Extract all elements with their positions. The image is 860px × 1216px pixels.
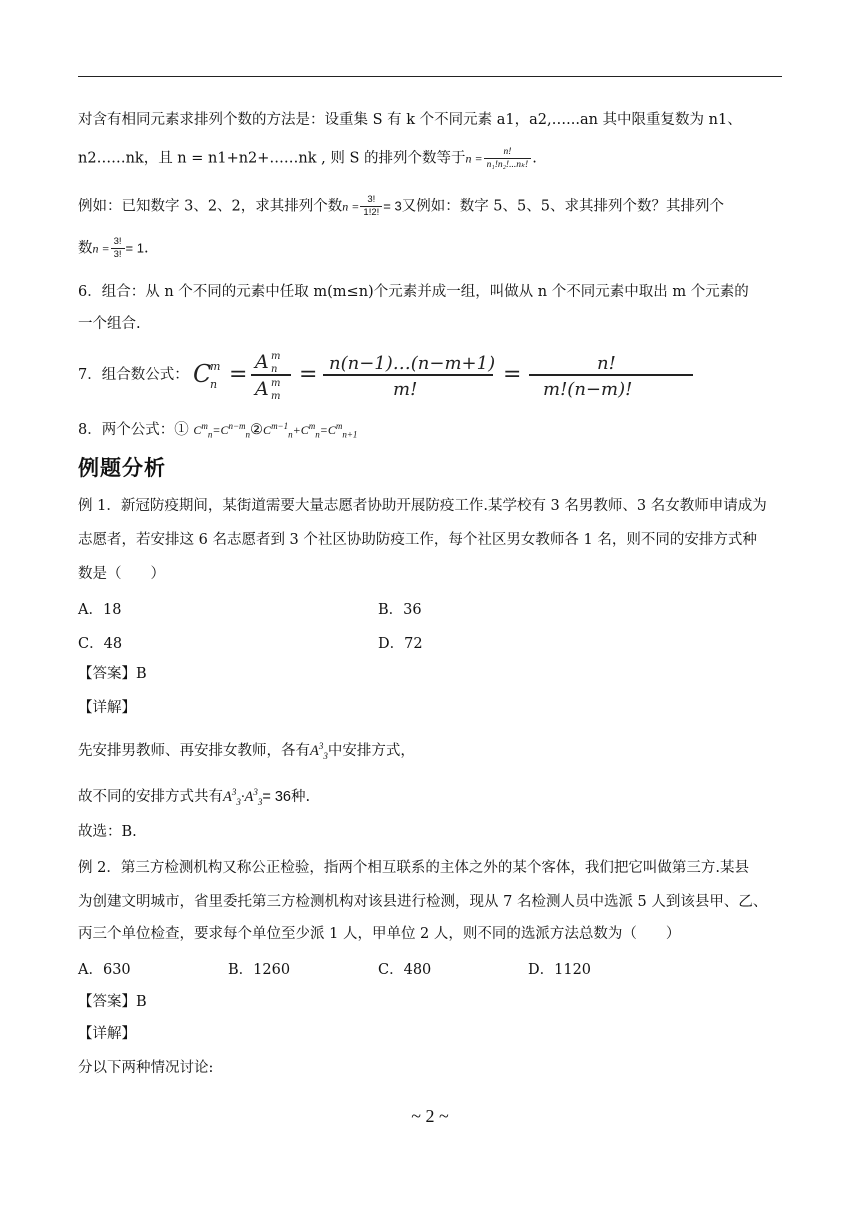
- detail-label: 【详解】: [78, 1026, 136, 1042]
- question-text: 例 1．新冠防疫期间，某街道需要大量志愿者协助开展防疫工作.某学校有 3 名男教师、3 名女教师申请成为: [78, 498, 767, 514]
- question-text: 志愿者，若安排这 6 名志愿者到 3 个社区协助防疫工作，每个社区男女教师各 1 名，则不同的安排方式种: [78, 532, 757, 548]
- svg-text:m: m: [271, 391, 281, 400]
- text-line: [78, 416, 357, 444]
- formula-two: $C^{m-1}_n+C^m_n=C^m_{n+1}$: [263, 421, 358, 440]
- text-span: 种.: [290, 788, 311, 805]
- text-span: ②: [250, 422, 264, 438]
- svg-text:A: A: [255, 351, 270, 373]
- formula-lhs: n =: [465, 151, 483, 166]
- text-span: 中安排方式，: [327, 742, 415, 759]
- formula-fraction: [484, 146, 532, 171]
- formula-rhs: = 3: [383, 198, 402, 214]
- option-d: D．72: [378, 636, 423, 652]
- formula-numerator: 3!: [111, 236, 125, 249]
- option-c: C．48: [78, 636, 123, 652]
- solution-line: [78, 782, 310, 812]
- option-d: D．1120: [528, 962, 592, 978]
- question-text: 例 2．第三方检测机构又称公正检验，指两个相互联系的主体之外的某个客体，我们把它叫做第三方.某县: [78, 860, 749, 876]
- text-span: 数: [78, 240, 93, 257]
- option-a: A．18: [78, 602, 122, 618]
- question-text: 丙三个单位检查，要求每个单位至少派 1 人，甲单位 2 人，则不同的选派方法总数为（ ）: [78, 926, 681, 942]
- section-heading: 例题分析: [78, 456, 166, 480]
- text-span: n2……nk，且 n = n1+n2+……nk , 则 S 的排列个数等于: [78, 150, 466, 167]
- option-b: B．1260: [228, 962, 291, 978]
- formula-rhs: = 36: [262, 788, 291, 805]
- answer-label: 【答案】B: [78, 994, 147, 1010]
- svg-text:=: =: [503, 362, 522, 387]
- text-span: 故不同的安排方式共有: [78, 788, 223, 805]
- svg-text:n!: n!: [597, 353, 617, 374]
- formula-denominator: 1!2!: [363, 207, 380, 218]
- header-rule: [78, 76, 782, 77]
- combination-formula: [193, 350, 733, 400]
- formula-fraction: [111, 236, 125, 261]
- arrangement-symbol: $A^3_3$: [310, 741, 328, 761]
- text-span: 例如：已知数字 3、2、2，求其排列个数: [78, 198, 343, 215]
- formula-fraction: [360, 194, 382, 219]
- text-line: [78, 146, 537, 171]
- answer-label: 【答案】B: [78, 666, 147, 682]
- svg-text:m: m: [271, 351, 281, 362]
- text-line: [78, 236, 149, 261]
- formula-numerator: 3!: [360, 194, 382, 207]
- solution-line: 故选：B.: [78, 824, 137, 840]
- svg-text:n: n: [271, 364, 278, 375]
- svg-text:C: C: [193, 360, 212, 388]
- question-text: 数是（ ）: [78, 566, 165, 582]
- text-span: 又例如：数字 5、5、5、求其排列个数？其排列个: [401, 198, 724, 215]
- question-text: 为创建文明城市，省里委托第三方检测机构对该县进行检测，现从 7 名检测人员中选派 5 人到该县甲、乙、: [78, 894, 768, 910]
- detail-label: 【详解】: [78, 700, 136, 716]
- text-span: .: [143, 240, 149, 257]
- page-number: ~ 2 ~: [411, 1106, 449, 1126]
- svg-text:=: =: [299, 362, 318, 387]
- svg-text:n(n−1)…(n−m+1): n(n−1)…(n−m+1): [329, 353, 496, 374]
- svg-text:n: n: [210, 378, 218, 391]
- solution-line: 分以下两种情况讨论:: [78, 1060, 214, 1076]
- svg-text:=: =: [229, 362, 248, 387]
- formula-numerator: n!: [484, 146, 532, 159]
- text-span: .: [532, 150, 537, 167]
- formula-denominator: 3!: [113, 249, 122, 260]
- text-line: 6．组合：从 n 个不同的元素中任取 m(m≤n)个元素并成一组，叫做从 n 个不同元素中取出 m 个元素的: [78, 284, 749, 300]
- svg-text:m: m: [271, 378, 281, 389]
- formula-lhs: n =: [342, 199, 360, 214]
- text-span: 先安排男教师、再安排女教师，各有: [78, 742, 310, 759]
- text-span: 7．组合数公式：: [78, 367, 189, 383]
- svg-text:m!: m!: [393, 379, 418, 400]
- text-line: 对含有相同元素求排列个数的方法是：设重集 S 有 k 个不同元素 a1，a2,…...an 其中限重复数为 n1、: [78, 112, 742, 128]
- svg-text:m!(n−m)!: m!(n−m)!: [543, 379, 633, 400]
- text-line: [78, 194, 724, 219]
- svg-text:m: m: [210, 360, 221, 373]
- text-line: 一个组合.: [78, 316, 141, 332]
- option-c: C．480: [378, 962, 432, 978]
- text-span: 8．两个公式：①: [78, 422, 189, 438]
- svg-text:A: A: [255, 378, 270, 400]
- option-b: B．36: [378, 602, 422, 618]
- text-line: [78, 350, 733, 398]
- arrangement-product: $A^3_3\cdot A^3_3$: [223, 787, 263, 807]
- option-a: A．630: [78, 962, 131, 978]
- formula-lhs: n =: [92, 241, 110, 256]
- solution-line: [78, 736, 415, 766]
- formula-denominator: n₁!n₂!...nₖ!: [486, 160, 529, 170]
- formula-rhs: = 1: [125, 240, 144, 256]
- formula-one: $C^m_n=C^{n-m}_n$: [193, 421, 251, 440]
